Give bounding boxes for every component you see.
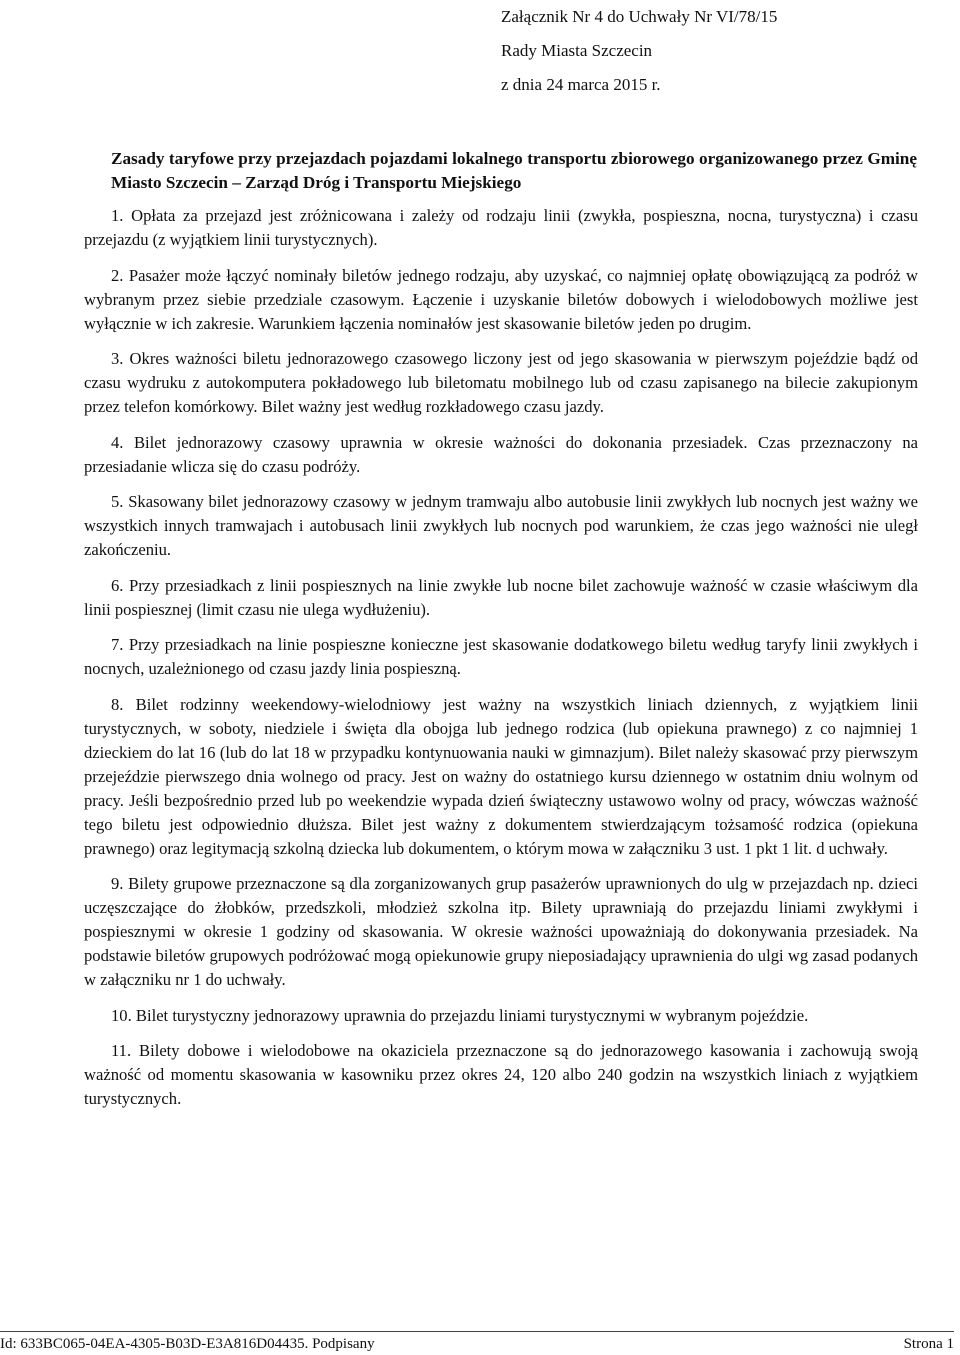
paragraph-7 bbox=[84, 633, 918, 681]
header-attachment-line: Załącznik Nr 4 do Uchwały Nr VI/78/15 bbox=[501, 7, 778, 26]
paragraph-number: 10. bbox=[111, 1005, 132, 1025]
paragraph-text: Przy przesiadkach na linie pospieszne konieczne jest skasowanie dodatkowego biletu według taryfy linii zwykłych i nocnych, uzależnionego od czasu jazdy linia pospieszną. bbox=[84, 635, 918, 678]
paragraph-text: Przy przesiadkach z linii pospiesznych na linie zwykłe lub nocne bilet zachowuje ważność w czasie właściwym dla linii pospiesznej (limit czasu nie ulega wydłużeniu). bbox=[84, 575, 918, 619]
paragraph-text: Okres ważności biletu jednorazowego czasowego liczony jest od jego skasowania w pierwszym pojeździe bądź od czasu wydruku z autokomputera pokładowego lub biletomatu mobilnego lub od czasu zapisanego na bilecie zakupionym przez telefon komórkowy. Bilet ważny jest według rozkładowego czasu jazdy. bbox=[84, 349, 918, 416]
document-header bbox=[501, 0, 777, 102]
paragraph-text: Bilety dobowe i wielodobowe na okaziciela przeznaczone są do jednorazowego kasowania i zachowują swoją ważność od momentu skasowania w kasowniku przez okres 24, 120 albo 240 godzin na wszystkich liniach z wyjątkiem turystycznych. bbox=[84, 1041, 918, 1108]
paragraph-number: 3. bbox=[111, 349, 124, 368]
paragraph-6 bbox=[84, 574, 918, 622]
page-number: Strona 1 bbox=[903, 1336, 954, 1352]
document-body bbox=[84, 204, 918, 1123]
paragraph-text: Bilet rodzinny weekendowy-wielodniowy jest ważny na wszystkich liniach dziennych, z wyjątkiem linii turystycznych, w soboty, niedziele i święta dla obojga lub jednego rodzica (lub opiekuna prawnego) z co najmniej 1 dzieckiem do lat 16 (lub do lat 18 w przypadku kontynuowania nauki w gimnazjum). Bilet należy skasować przy pierwszym przejeździe pierwszego dnia wolnego od pracy. Jest on ważny do ostatniego kursu dziennego w ostatnim dniu wolnym od pracy. Jeśli bezpośrednio przed lub po weekendzie wypada dzień świąteczny ustawowo wolny od pracy, wówczas ważność tego biletu jest odpowiednio dłuższa. Bilet jest ważny z dokumentem stwierdzającym tożsamość rodzica (opiekuna prawnego) oraz legitymacją szkolną dziecka lub dokumentem, o którym mowa w załączniku 3 ust. 1 pkt 1 lit. d uchwały. bbox=[84, 694, 918, 858]
paragraph-text: Opłata za przejazd jest zróżnicowana i zależy od rodzaju linii (zwykła, pospieszna, nocna, turystyczna) i czasu przejazdu (z wyjątkiem linii turystycznych). bbox=[84, 206, 918, 249]
paragraph-4 bbox=[84, 431, 918, 479]
paragraph-1 bbox=[84, 204, 918, 252]
paragraph-10 bbox=[84, 1004, 918, 1028]
paragraph-3 bbox=[84, 347, 918, 419]
paragraph-number: 7. bbox=[111, 635, 124, 654]
paragraph-number: 2. bbox=[111, 265, 124, 285]
header-council-line: Rady Miasta Szczecin bbox=[501, 41, 653, 60]
paragraph-text: Skasowany bilet jednorazowy czasowy w jednym tramwaju albo autobusie linii zwykłych lub nocnych jest ważny we wszystkich innych tramwajach i autobusach linii zwykłych lub nocnych pod warunkiem, że czas jego ważności nie uległ zakończeniu. bbox=[84, 492, 918, 559]
paragraph-number: 8. bbox=[111, 694, 124, 714]
paragraph-text: Pasażer może łączyć nominały biletów jednego rodzaju, aby uzyskać, co najmniej opłatę obowiązującą za podróż w wybranym przez siebie przedziale czasowym. Łączenie i uzyskanie biletów dobowych i wielodobowych możliwe jest wyłącznie w ich zakresie. Warunkiem łączenia nominałów jest skasowanie biletów jeden po drugim. bbox=[84, 265, 918, 333]
header-date-line: z dnia 24 marca 2015 r. bbox=[501, 75, 661, 94]
paragraph-8 bbox=[84, 693, 918, 861]
paragraph-number: 9. bbox=[111, 874, 124, 893]
document-id-signature: Id: 633BC065-04EA-4305-B03D-E3A816D04435. Podpisany bbox=[0, 1336, 375, 1352]
paragraph-number: 4. bbox=[111, 432, 124, 452]
paragraph-number: 11. bbox=[111, 1041, 132, 1060]
paragraph-number: 6. bbox=[111, 575, 124, 595]
paragraph-9 bbox=[84, 872, 918, 992]
paragraph-text: Bilet turystyczny jednorazowy uprawnia do przejazdu liniami turystycznymi w wybranym pojeździe. bbox=[135, 1005, 809, 1025]
document-title: Zasady taryfowe przy przejazdach pojazdami lokalnego transportu zbiorowego organizowanego przez Gminę Miasto Szczecin – Zarząd Dróg i Transportu Miejskiego bbox=[111, 149, 917, 192]
paragraph-5 bbox=[84, 490, 918, 562]
paragraph-2 bbox=[84, 264, 918, 336]
paragraph-11 bbox=[84, 1039, 918, 1111]
footer-divider bbox=[0, 1331, 954, 1332]
paragraph-number: 1. bbox=[111, 206, 124, 225]
paragraph-text: Bilety grupowe przeznaczone są dla zorganizowanych grup pasażerów uprawnionych do ulg w przejazdach np. dzieci uczęszczające do żłobków, przedszkoli, młodzież szkolna itp. Bilety uprawniają do przejazdu liniami zwykłymi i pospiesznymi w okresie 1 godziny od skasowania. W okresie ważności upoważniają do dokonywania przesiadek. Na podstawie biletów grupowych podróżować mogą opiekunowie grupy nieposiadający uprawnienia do ulgi wg zasad podanych w załączniku nr 1 do uchwały. bbox=[84, 874, 918, 989]
paragraph-text: Bilet jednorazowy czasowy uprawnia w okresie ważności do dokonania przesiadek. Czas przeznaczony na przesiadanie wlicza się do czasu podróży. bbox=[84, 432, 919, 476]
paragraph-number: 5. bbox=[111, 492, 124, 511]
